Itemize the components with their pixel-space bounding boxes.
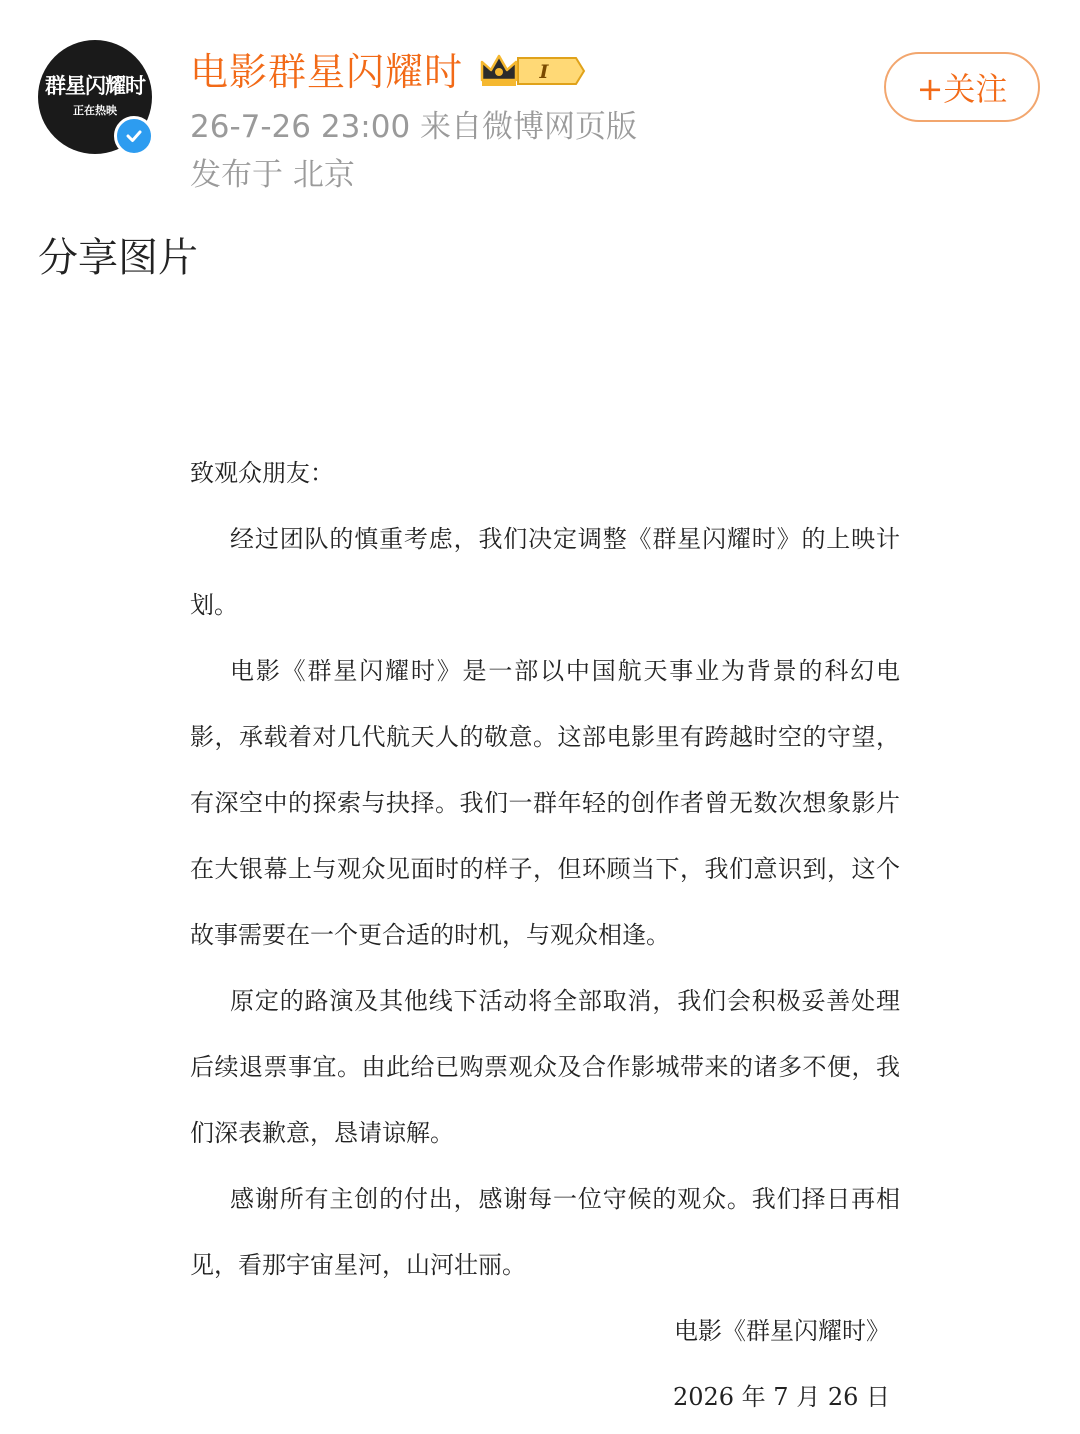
avatar-title: 群星闪耀时 xyxy=(45,74,145,98)
letter-greeting: 致观众朋友： xyxy=(190,459,334,487)
letter-image[interactable] xyxy=(190,440,900,1298)
avatar[interactable] xyxy=(38,40,152,154)
vip-level: I xyxy=(539,61,549,83)
vip-badge[interactable] xyxy=(478,50,586,92)
post-location: 发布于 北京 xyxy=(190,157,355,193)
letter-signature-block xyxy=(673,1298,890,1430)
user-name[interactable]: 电影群星闪耀时 xyxy=(190,50,464,94)
letter-paragraph: 经过团队的慎重考虑，我们决定调整《群星闪耀时》的上映计划。 xyxy=(190,525,900,619)
letter-date: 2026 年 7 月 26 日 xyxy=(672,1383,890,1411)
follow-button[interactable]: +关注 xyxy=(884,52,1040,122)
crown-icon xyxy=(482,56,516,86)
verified-check-icon xyxy=(114,116,154,156)
avatar-subtitle: 正在热映 xyxy=(73,104,117,117)
letter-paragraph: 原定的路演及其他线下活动将全部取消，我们会积极妥善处理后续退票事宜。由此给已购票观众及合作影城带来的诸多不便，我们深表歉意，恳请谅解。 xyxy=(190,987,900,1147)
letter-paragraph: 感谢所有主创的付出，感谢每一位守候的观众。我们择日再相见，看那宇宙星河，山河壮丽。 xyxy=(190,1185,900,1279)
letter-paragraph: 电影《群星闪耀时》是一部以中国航天事业为背景的科幻电影，承载着对几代航天人的敬意。这部电影里有跨越时空的守望，有深空中的探索与抉择。我们一群年轻的创作者曾无数次想象影片在大银幕上与观众见面时的样子，但环顾当下，我们意识到，这个故事需要在一个更合适的时机，与观众相逢。 xyxy=(190,657,900,949)
post-meta: 26-7-26 23:00 来自微博网页版 xyxy=(190,109,638,145)
post-text: 分享图片 xyxy=(38,235,198,281)
letter-signature: 电影《群星闪耀时》 xyxy=(674,1317,890,1345)
